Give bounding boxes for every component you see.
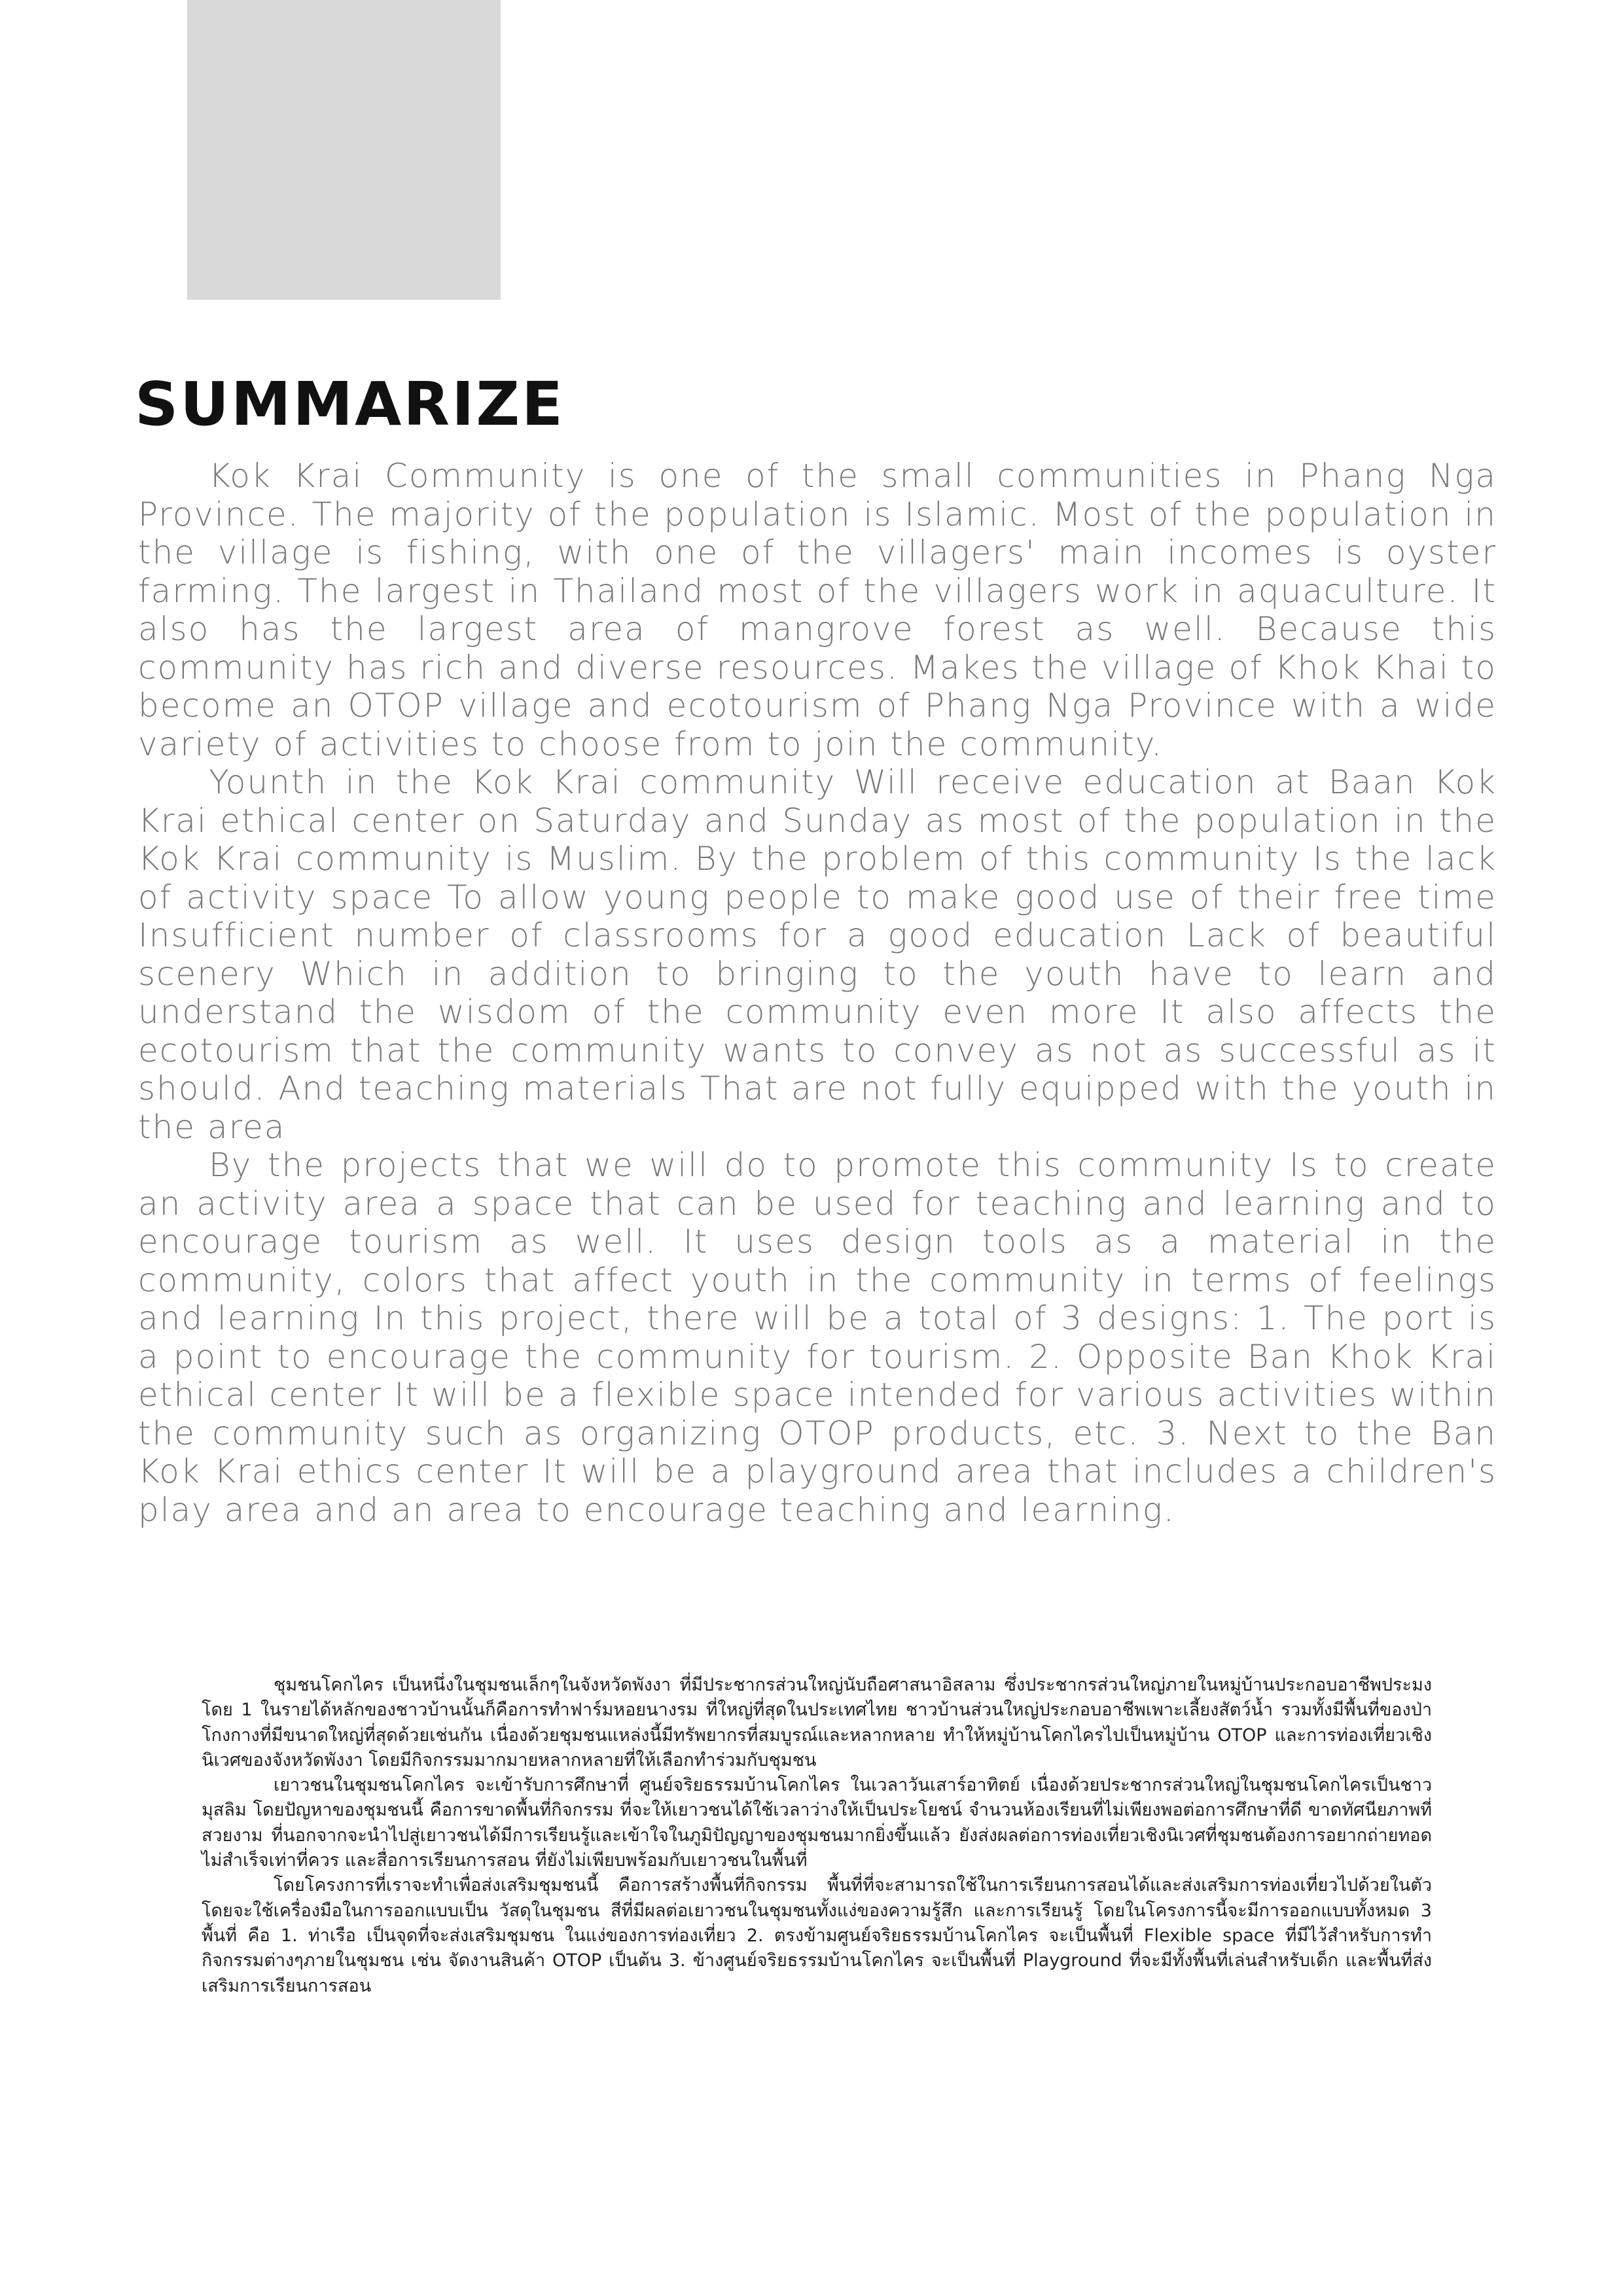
english-paragraph-2: Younth in the Kok Krai community Will receive education at Baan Kok Krai ethical center on Saturday and Sunday as most of the population in the Kok Krai community is Muslim. By the problem of this community Is the lack of activity space To allow young people to make good use of their free time Insufficient number of classrooms for a good education Lack of beautiful scenery Which in addition to bringing to the youth have to learn and understand the wisdom of the community even more It also affects the ecotourism that the community wants to convey as not as successful as it should. And teaching materials That are not fully equipped with the youth in the area <box>138 763 1497 1146</box>
thai-summary <box>202 1673 1432 1999</box>
thai-paragraph-3: โดยโครงการที่เราจะทำเพื่อส่งเสริมชุมชนนี้ คือการสร้างพื้นที่กิจกรรม พื้นที่ที่จะสามารถใช้ในการเรียนการสอนได้และส่งเสริมการท่องเที่ยวไปด้วยในตัว โดยจะใช้เครื่องมือในการออกแบบเป็น วัสดุในชุมชน สีที่มีผลต่อเยาวชนในชุมชนทั้งแง่ของความรู้สึก และการเรียนรู้ โดยในโครงการนี้จะมีการออกแบบทั้งหมด 3 พื้นที่ คือ 1. ท่าเรือ เป็นจุดที่จะส่งเสริมชุมชน ในแง่ของการท่องเที่ยว 2. ตรงข้ามศูนย์จริยธรรมบ้านโคกไคร จะเป็นพื้นที่ Flexible space ที่มีไว้สำหรับการทำกิจกรรมต่างๆภายในชุมชน เช่น จัดงานสินค้า OTOP เป็นต้น 3. ข้างศูนย์จริยธรรมบ้านโคกไคร จะเป็นพื้นที่ Playground ที่จะมีทั้งพื้นที่เล่นสำหรับเด็ก และพื้นที่ส่งเสริมการเรียนการสอน <box>202 1875 1432 1996</box>
thai-paragraph-2: เยาวชนในชุมชนโคกไคร จะเข้ารับการศึกษาที่ ศูนย์จริยธรรมบ้านโคกไคร ในเวลาวันเสาร์อาทิตย์ เนื่องด้วยประชากรส่วนใหญ่ในชุมชนโคกไครเป็นชาวมุสลิม โดยปัญหาของชุมชนนี้ คือการขาดพื้นที่กิจกรรม ที่จะให้เยาวชนได้ใช้เวลาว่างให้เป็นประโยชน์ จำนวนห้องเรียนที่ไม่เพียงพอต่อการศึกษาที่ดี ขาดทัศนียภาพที่สวยงาม ที่นอกจากจะนำไปสู่เยาวชนได้มีการเรียนรู้และเข้าใจในภูมิปัญญาของชุมชนมากยิ่งขึ้นแล้ว ยังส่งผลต่อการท่องเที่ยวเชิงนิเวศที่ชุมชนต้องการอยากถ่ายทอดไม่สำเร็จเท่าที่ควร และสื่อการเรียนการสอน ที่ยังไม่เพียบพร้อมกับเยาวชนในพื้นที่ <box>202 1775 1432 1871</box>
english-paragraph-1: Kok Krai Community is one of the small communities in Phang Nga Province. The majority of the population is Islamic. Most of the population in the village is fishing, with one of the villagers' main incomes is oyster farming. The largest in Thailand most of the villagers work in aquaculture. It also has the largest area of mangrove forest as well. Because this community has rich and diverse resources. Makes the village of Khok Khai to become an OTOP village and ecotourism of Phang Nga Province with a wide variety of activities to choose from to join the community. <box>138 457 1497 763</box>
thai-paragraph-1: ชุมชนโคกไคร เป็นหนึ่งในชุมชนเล็กๆในจังหวัดพังงา ที่มีประชากรส่วนใหญ่นับถือศาสนาอิสลาม ซึ่งประชากรส่วนใหญ่ภายในหมู่บ้านประกอบอาชีพประมง โดย 1 ในรายได้หลักของชาวบ้านนั้นก็คือการทำฟาร์มหอยนางรม ที่ใหญ่ที่สุดในประเทศไทย ชาวบ้านส่วนใหญ่ประกอบอาชีพเพาะเลี้ยงสัตว์น้ำ รวมทั้งมีพื้นที่ของป่าโกงกางที่มีขนาดใหญ่ที่สุดด้วยเช่นกัน เนื่องด้วยชุมชนแหล่งนี้มีทรัพยากรที่สมบูรณ์และหลากหลาย ทำให้หมู่บ้านโคกไครไปเป็นหมู่บ้าน OTOP และการท่องเที่ยวเชิงนิเวศของจังหวัดพังงา โดยมีกิจกรรมมากมายหลากหลายที่ให้เลือกทำร่วมกับชุมชน <box>202 1675 1432 1770</box>
english-summary <box>138 457 1497 1529</box>
gray-image-placeholder <box>187 0 501 300</box>
page-title: SUMMARIZE <box>135 369 565 439</box>
english-paragraph-3: By the projects that we will do to promote this community Is to create an activity area a space that can be used for teaching and learning and to encourage tourism as well. It uses design tools as a material in the community, colors that affect youth in the community in terms of feelings and learning In this project, there will be a total of 3 designs: 1. The port is a point to encourage the community for tourism. 2. Opposite Ban Khok Krai ethical center It will be a flexible space intended for various activities within the community such as organizing OTOP products, etc. 3. Next to the Ban Kok Krai ethics center It will be a playground area that includes a children's play area and an area to encourage teaching and learning. <box>138 1146 1497 1529</box>
